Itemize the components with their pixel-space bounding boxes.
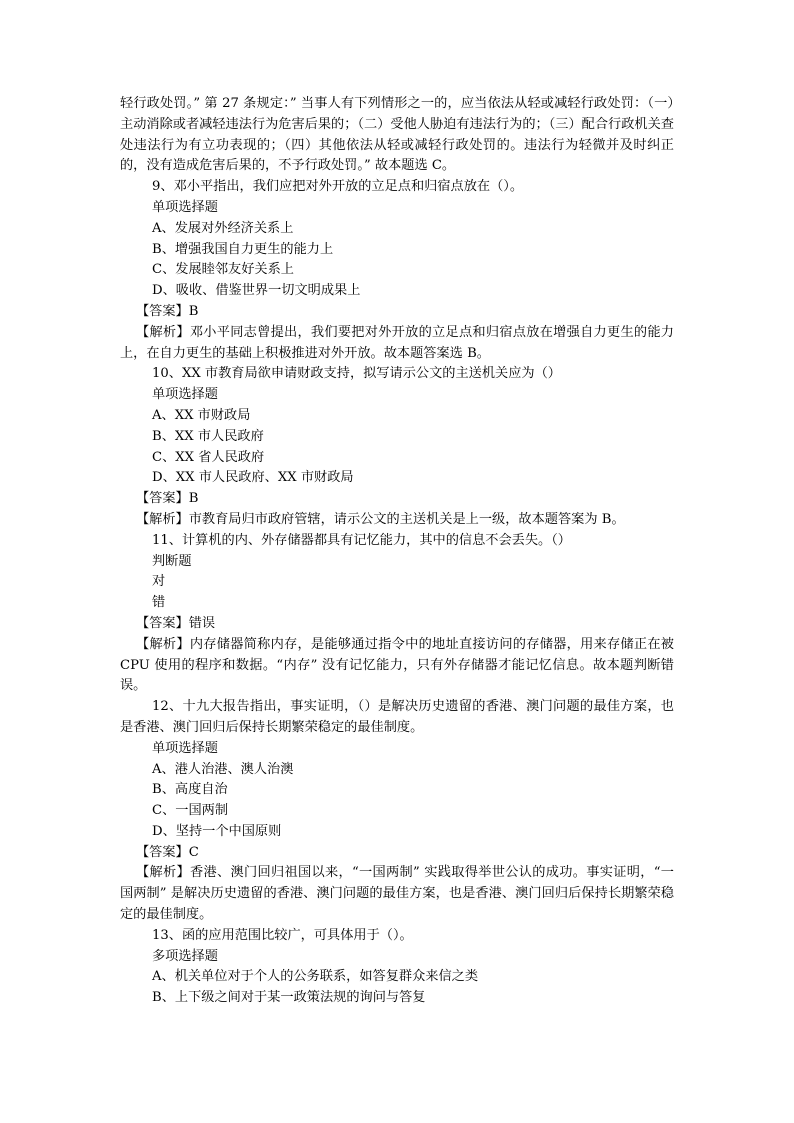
answer: 【答案】B [136,491,199,507]
question-stem: 10、XX 市教育局欲申请财政支持，拟写请示公文的主送机关应为（） [152,366,561,382]
option-a: A、XX 市财政局 [152,407,251,423]
question-type: 单项选择题 [152,387,218,403]
intro-paragraph: 轻行政处罚。” 第 27 条规定：” 当事人有下列情形之一的，应当依法从轻或减轻行政处罚：（一）主动消除或者减轻违法行为危害后果的；（二）受他人胁迫有违法行为的；（三）配合行政机关查处违法行为有立功表现的；（四）其他依法从轻或减轻行政处罚的。违法行为轻微并及时纠正的，没有造成危害后果的，不予行政处罚。” 故本题选 C。 [120,96,674,174]
option-false: 错 [152,595,166,611]
answer: 【答案】C [136,844,199,860]
question-stem: 12、十九大报告指出，事实证明，（）是解决历史遗留的香港、澳门问题的最佳方案，也是香港、澳门回归后保持长期繁荣稳定的最佳制度。 [120,699,674,735]
answer: 【答案】错误 [136,615,216,631]
question-type: 单项选择题 [152,199,218,215]
analysis: 【解析】邓小平同志曾提出，我们要把对外开放的立足点和归宿点放在增强自力更生的能力上，在自力更生的基础上积极推进对外开放。故本题答案选 B。 [120,324,674,361]
question-stem: 13、函的应用范围比较广，可具体用于（）。 [152,927,413,943]
question-stem: 9、邓小平指出，我们应把对外开放的立足点和归宿点放在（）。 [152,179,524,195]
question-type: 多项选择题 [152,948,218,964]
analysis: 【解析】内存储器简称内存，是能够通过指令中的地址直接访问的存储器，用来存储正在被 CPU 使用的程序和数据。“内存” 没有记忆能力，只有外存储器才能记忆信息。故本题判断错误。 [120,636,674,694]
option-d: D、坚持一个中国原则 [152,823,282,839]
document-page [120,94,674,1009]
analysis: 【解析】市教育局归市政府管辖，请示公文的主送机关是上一级，故本题答案为 B。 [136,511,625,527]
option-a: A、发展对外经济关系上 [152,220,294,236]
option-c: C、一国两制 [152,803,229,819]
option-a: A、机关单位对于个人的公务联系，如答复群众来信之类 [152,969,479,985]
option-c: C、发展睦邻友好关系上 [152,262,294,278]
answer: 【答案】B [136,303,199,319]
question-type: 单项选择题 [152,740,218,756]
option-true: 对 [152,574,166,590]
question-stem: 11、计算机的内、外存储器都具有记忆能力，其中的信息不会丢失。（） [152,532,571,548]
option-b: B、上下级之间对于某一政策法规的询问与答复 [152,990,426,1006]
option-d: D、吸收、借鉴世界一切文明成果上 [152,283,361,299]
option-d: D、XX 市人民政府、XX 市财政局 [152,470,354,486]
option-b: B、增强我国自力更生的能力上 [152,241,334,257]
option-b: B、高度自治 [152,782,228,798]
option-c: C、XX 省人民政府 [152,449,265,465]
option-a: A、港人治港、澳人治澳 [152,761,294,777]
option-b: B、XX 市人民政府 [152,428,264,444]
analysis: 【解析】香港、澳门回归祖国以来，“一国两制” 实践取得举世公认的成功。事实证明，“一国两制” 是解决历史遗留的香港、澳门问题的最佳方案，也是香港、澳门回归后保持长期繁荣稳定的最佳制度。 [120,865,674,923]
question-type: 判断题 [152,553,192,569]
